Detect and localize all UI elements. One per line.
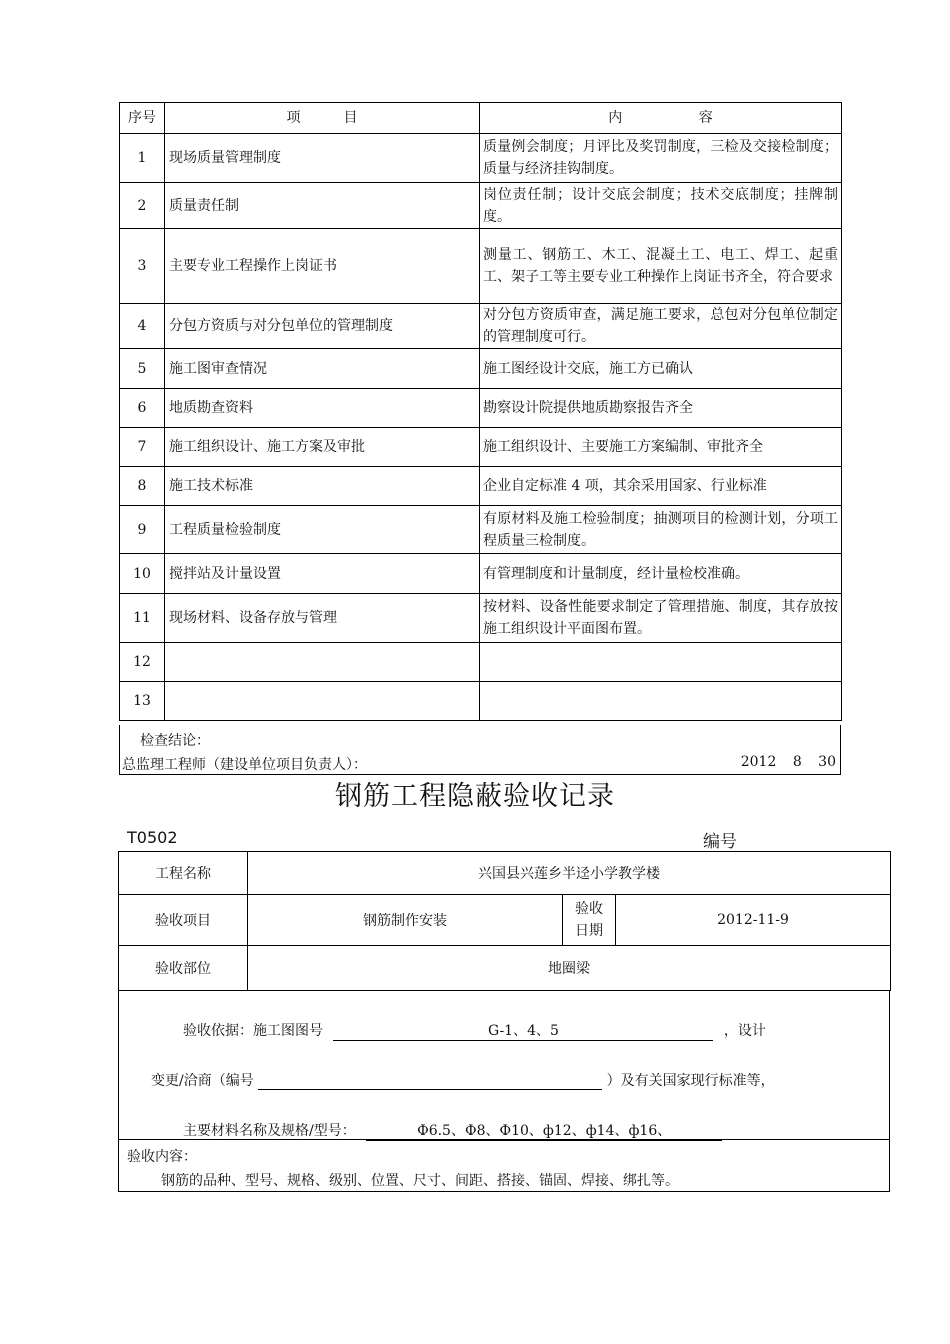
project-name-value: 兴国县兴莲乡半迳小学教学楼 (248, 852, 891, 895)
row-no: 6 (120, 389, 165, 428)
checklist-header-row (120, 103, 842, 134)
header-content-b: 容 (698, 110, 713, 126)
location-row (119, 946, 891, 991)
header-item-a: 项 (286, 110, 301, 126)
row-content: 对分包方资质审查，满足施工要求，总包对分包单位制定的管理制度可行。 (480, 304, 842, 349)
row-no: 4 (120, 304, 165, 349)
row-item: 工程质量检验制度 (165, 506, 480, 554)
header-item (165, 103, 480, 134)
item-row (119, 895, 891, 946)
table-row (120, 229, 842, 304)
row-no: 5 (120, 349, 165, 389)
change-suffix: ）及有关国家现行标准等， (606, 1073, 775, 1089)
row-no: 1 (120, 134, 165, 183)
table-row (120, 183, 842, 229)
acceptance-record-table (118, 851, 891, 991)
table-row (120, 506, 842, 554)
basis-prefix: 验收依据：施工图图号 (183, 1023, 323, 1039)
table-row (120, 134, 842, 183)
row-no: 8 (120, 467, 165, 506)
row-item: 质量责任制 (165, 183, 480, 229)
row-no: 10 (120, 554, 165, 594)
row-item: 地质勘查资料 (165, 389, 480, 428)
row-item: 施工图审查情况 (165, 349, 480, 389)
row-no: 3 (120, 229, 165, 304)
header-no: 序号 (120, 103, 165, 134)
signer-label: 总监理工程师（建设单位项目负责人）： (122, 757, 367, 773)
row-item: 分包方资质与对分包单位的管理制度 (165, 304, 480, 349)
inspection-conclusion (119, 725, 841, 775)
content-text: 钢筋的品种、型号、规格、级别、位置、尺寸、间距、搭接、锚固、焊接、绑扎等。 (161, 1173, 679, 1189)
row-content: 施工图经设计交底，施工方已确认 (480, 349, 842, 389)
row-content: 施工组织设计、主要施工方案编制、审批齐全 (480, 428, 842, 467)
content-label: 验收内容： (127, 1149, 197, 1165)
row-content: 质量例会制度；月评比及奖罚制度，三检及交接检制度；质量与经济挂钩制度。 (480, 134, 842, 183)
table-row (120, 467, 842, 506)
basis-suffix: ，设计 (723, 1023, 766, 1039)
number-label: 编号 (703, 832, 737, 852)
materials-value: Ф6.5、Ф8、Ф10、ф12、ф14、ф16、 (366, 1120, 722, 1141)
row-content: 有原材料及施工检验制度；抽测项目的检测计划，分项工程质量三检制度。 (480, 506, 842, 554)
date-value: 2012-11-9 (616, 895, 891, 946)
change-number (258, 1073, 602, 1090)
conclusion-label: 检查结论： (140, 733, 210, 749)
date-label (563, 895, 616, 946)
table-row (120, 428, 842, 467)
row-item (165, 682, 480, 721)
row-content (480, 682, 842, 721)
row-no: 9 (120, 506, 165, 554)
row-item: 施工技术标准 (165, 467, 480, 506)
date-label-line2: 日期 (575, 923, 603, 939)
table-row (120, 554, 842, 594)
table-row (120, 594, 842, 643)
drawing-number: G-1、4、5 (333, 1020, 713, 1041)
table-row (120, 349, 842, 389)
header-content-a: 内 (608, 110, 623, 126)
date-label-line1: 验收 (575, 901, 603, 917)
row-item: 施工组织设计、施工方案及审批 (165, 428, 480, 467)
row-content (480, 643, 842, 682)
conclusion-date: 2012 8 30 (740, 754, 836, 770)
acceptance-content (118, 1140, 890, 1192)
location-value: 地圈梁 (248, 946, 891, 991)
row-content: 岗位责任制；设计交底会制度；技术交底制度；挂牌制度。 (480, 183, 842, 229)
row-item (165, 643, 480, 682)
row-no: 11 (120, 594, 165, 643)
materials-label: 主要材料名称及规格/型号： (183, 1123, 356, 1139)
row-content: 企业自定标准 4 项，其余采用国家、行业标准 (480, 467, 842, 506)
location-label: 验收部位 (119, 946, 248, 991)
acceptance-basis (118, 990, 890, 1140)
row-item: 现场材料、设备存放与管理 (165, 594, 480, 643)
table-row (120, 389, 842, 428)
change-prefix: 变更/洽商（编号 (151, 1073, 254, 1089)
checklist-table (119, 102, 842, 721)
page-title: 钢筋工程隐蔽验收记录 (335, 781, 615, 812)
materials-line (183, 1120, 722, 1141)
header-item-b: 目 (343, 110, 358, 126)
row-no: 2 (120, 183, 165, 229)
item-label: 验收项目 (119, 895, 248, 946)
item-value: 钢筋制作安装 (248, 895, 563, 946)
row-item: 搅拌站及计量设置 (165, 554, 480, 594)
row-item: 现场质量管理制度 (165, 134, 480, 183)
project-row (119, 852, 891, 895)
header-content (480, 103, 842, 134)
row-content: 勘察设计院提供地质勘察报告齐全 (480, 389, 842, 428)
table-row (120, 643, 842, 682)
row-item: 主要专业工程操作上岗证书 (165, 229, 480, 304)
row-no: 12 (120, 643, 165, 682)
form-code: T0502 (127, 828, 178, 847)
row-content: 测量工、钢筋工、木工、混凝土工、电工、焊工、起重工、架子工等主要专业工种操作上岗证书齐全，符合要求 (480, 229, 842, 304)
table-row (120, 682, 842, 721)
basis-line (183, 1020, 766, 1041)
change-line (151, 1070, 775, 1090)
row-content: 按材料、设备性能要求制定了管理措施、制度，其存放按施工组织设计平面图布置。 (480, 594, 842, 643)
project-name-label: 工程名称 (119, 852, 248, 895)
row-no: 13 (120, 682, 165, 721)
table-row (120, 304, 842, 349)
row-no: 7 (120, 428, 165, 467)
row-content: 有管理制度和计量制度，经计量检校准确。 (480, 554, 842, 594)
